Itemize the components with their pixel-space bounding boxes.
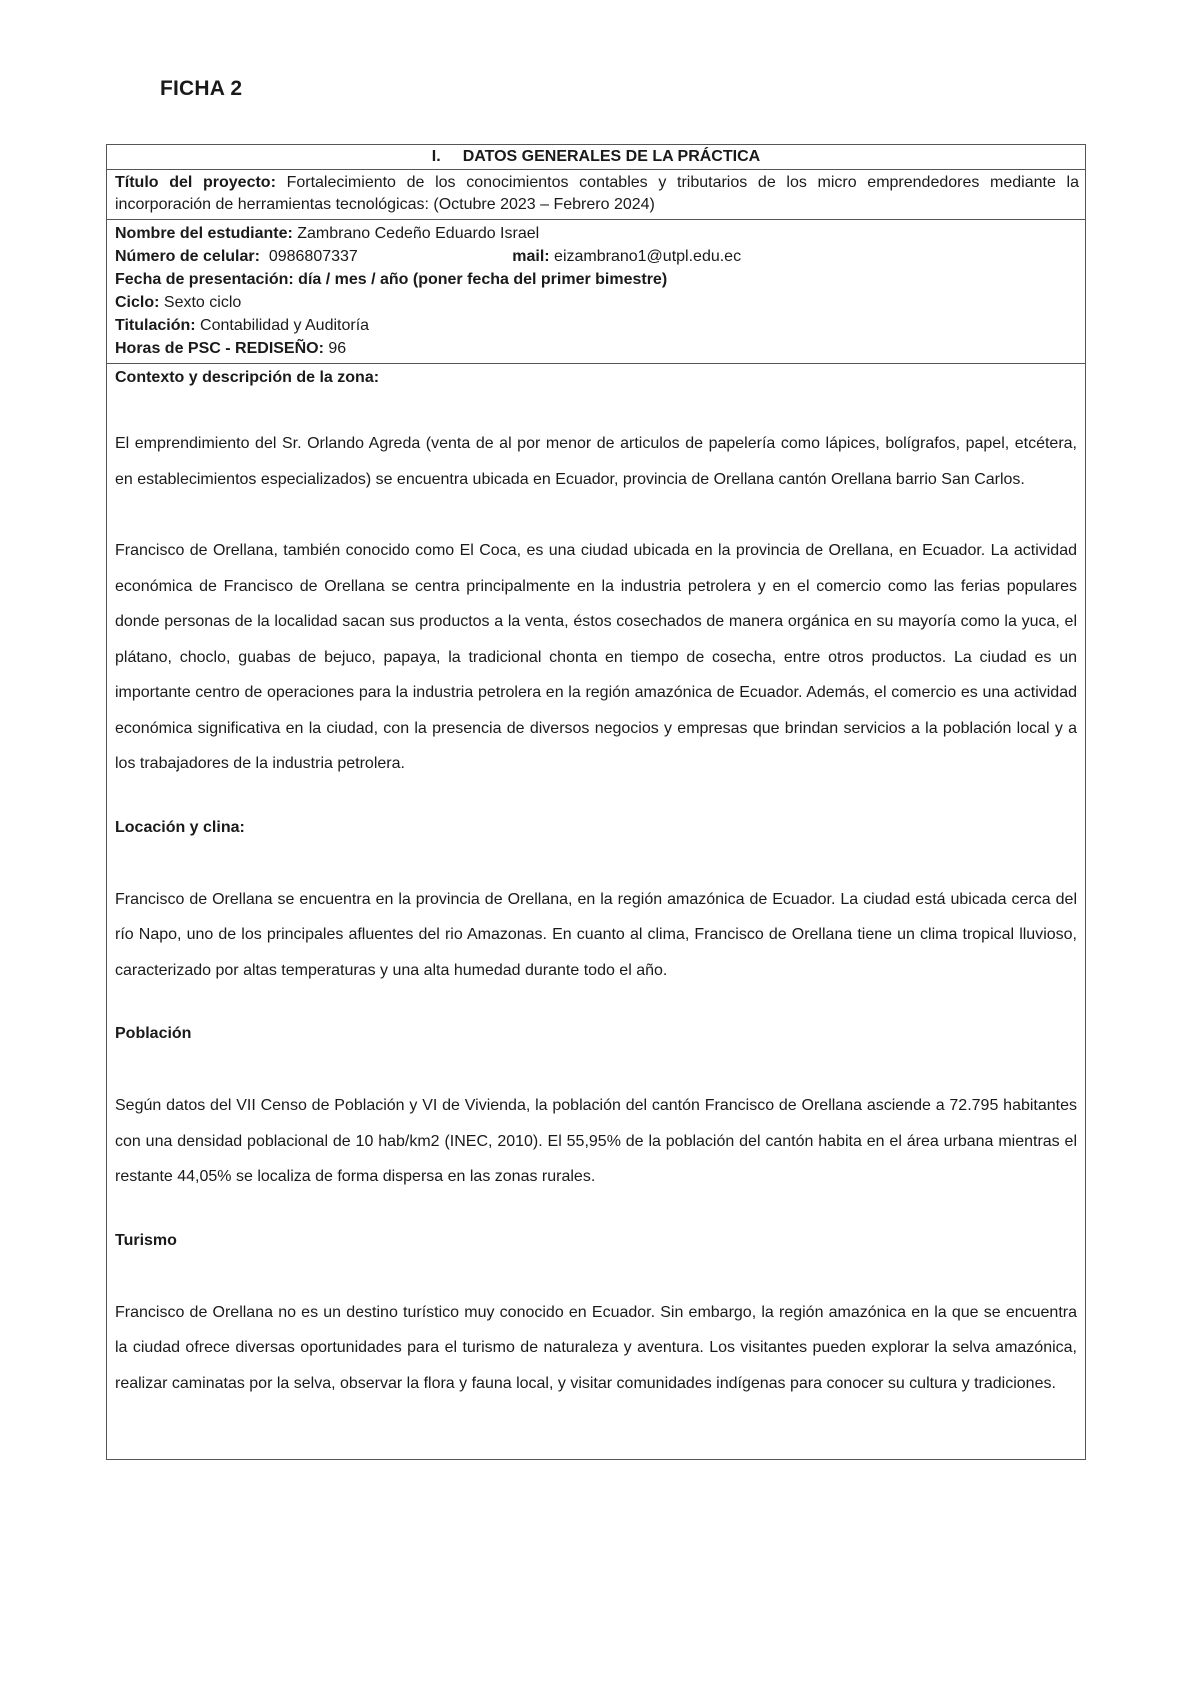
- page-label: FICHA 2: [160, 77, 243, 100]
- degree-value: Contabilidad y Auditoría: [195, 317, 370, 334]
- degree-label: Titulación:: [115, 317, 196, 334]
- degree-line: [115, 314, 1079, 337]
- location-heading: Locación y clina:: [115, 818, 245, 836]
- section-heading: [107, 145, 1085, 170]
- hours-value: 96: [323, 340, 347, 357]
- context-section: [107, 364, 1085, 1459]
- phone-label: Número de celular:: [115, 248, 260, 265]
- student-name-line: [115, 222, 1079, 245]
- presentation-date-label: Fecha de presentación: día / mes / año (poner fecha del primer bimestre): [115, 271, 668, 288]
- population-paragraph: Según datos del VII Censo de Población y VI de Vivienda, la población del cantón Francisco de Orellana asciende a 72.795 habitantes con una densidad poblacional de 10 hab/km2 (INEC, 2010). El 55,95% de la población del cantón habita en el área urbana mientras el restante 44,05% se localiza de forma dispersa en las zonas rurales.: [115, 1097, 1077, 1185]
- tourism-heading: Turismo: [115, 1231, 177, 1249]
- cycle-line: [115, 291, 1079, 314]
- cycle-value: Sexto ciclo: [159, 294, 242, 311]
- student-name-label: Nombre del estudiante:: [115, 225, 293, 242]
- student-name-value: Zambrano Cedeño Eduardo Israel: [292, 225, 540, 242]
- project-title-row: [107, 170, 1085, 220]
- location-paragraph: Francisco de Orellana se encuentra en la provincia de Orellana, en la región amazónica de Ecuador. La ciudad está ubicada cerca del río Napo, uno de los principales afluentes del rio Amazonas. En cuanto al clima, Francisco de Orellana tiene un clima tropical lluvioso, caracterizado por altas temperaturas y una alta humedad durante todo el año.: [115, 890, 1077, 979]
- mail-field: [512, 245, 741, 268]
- phone-value: 0986807337: [259, 248, 358, 265]
- section-title: DATOS GENERALES DE LA PRÁCTICA: [462, 148, 761, 165]
- hours-line: [115, 337, 1079, 360]
- context-paragraph-2: Francisco de Orellana, también conocido como El Coca, es una ciudad ubicada en la provincia de Orellana, en Ecuador. La actividad económica de Francisco de Orellana se centra principalmente en la industria petrolera y en el comercio como las ferias populares donde personas de la localidad sacan sus productos a la venta, éstos cosechados de manera orgánica en su mayoría como la yuca, el plátano, choclo, guabas de bejuco, papaya, la tradicional chonta en tiempo de cosecha, entre otros productos. La ciudad es un importante centro de operaciones para la industria petrolera en la región amazónica de Ecuador. Además, el comercio es una actividad económica significativa en la ciudad, con la presencia de diversos negocios y empresas que brindan servicios a la población local y a los trabajadores de la industria petrolera.: [115, 542, 1077, 772]
- hours-label: Horas de PSC - REDISEÑO:: [115, 340, 324, 357]
- tourism-paragraph: Francisco de Orellana no es un destino turístico muy conocido en Ecuador. Sin embargo, la región amazónica en la que se encuentra la ciudad ofrece diversas oportunidades para el turismo de naturaleza y aventura. Los visitantes pueden explorar la selva amazónica, realizar caminatas por la selva, observar la flora y fauna local, y visitar comunidades indígenas para conocer su cultura y tradiciones.: [115, 1303, 1077, 1392]
- contact-line: [115, 245, 1079, 268]
- cycle-label: Ciclo:: [115, 294, 160, 311]
- presentation-date-line: [115, 268, 1079, 291]
- population-heading: Población: [115, 1025, 192, 1042]
- mail-label: mail:: [512, 248, 550, 265]
- project-title-label: Título del proyecto:: [115, 174, 276, 191]
- context-label: Contexto y descripción de la zona:: [115, 369, 380, 386]
- context-paragraph-1: El emprendimiento del Sr. Orlando Agreda (venta de al por menor de articulos de papelería como lápices, bolígrafos, papel, etcétera, en establecimientos especializados) se encuentra ubicada en Ecuador, provincia de Orellana cantón Orellana barrio San Carlos.: [115, 435, 1077, 488]
- general-data-table: [106, 144, 1086, 1460]
- mail-value: eizambrano1@utpl.edu.ec: [549, 248, 742, 265]
- project-title-value: Fortalecimiento de los conocimientos contables y tributarios de los micro emprendedores mediante la incorporación de herramientas tecnológicas: (Octubre 2023 – Febrero 2024): [115, 174, 1079, 213]
- student-info-block: [107, 220, 1085, 364]
- section-number: I.: [431, 148, 441, 165]
